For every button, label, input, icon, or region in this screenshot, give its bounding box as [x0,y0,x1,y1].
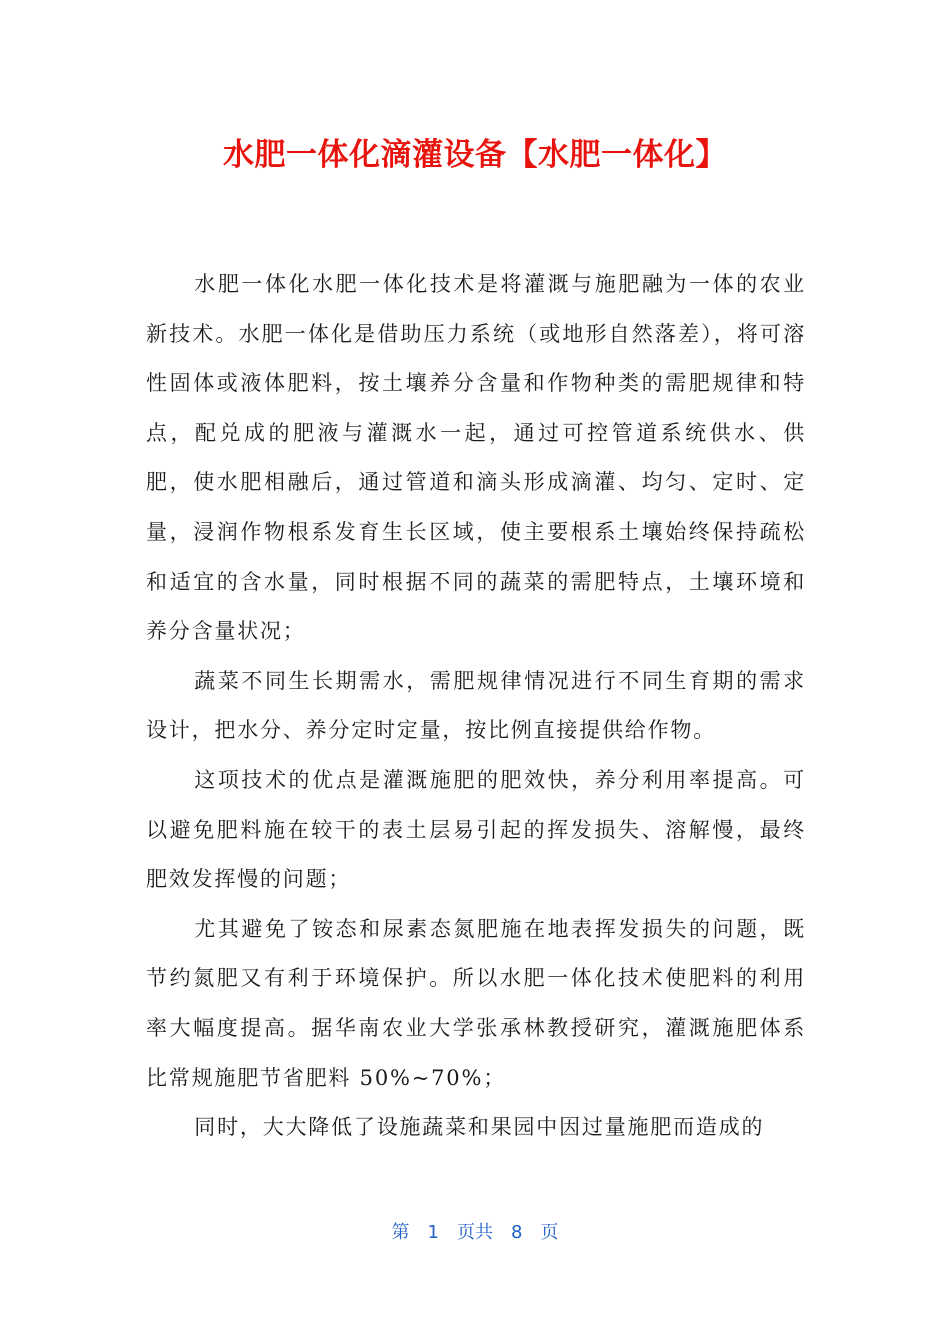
page-label-mid: 页共 [457,1222,493,1243]
page-label-suffix: 页 [540,1222,559,1243]
total-pages-number: 8 [511,1222,523,1243]
current-page-number: 1 [427,1222,439,1243]
page-label-prefix: 第 [391,1222,410,1243]
paragraph-5: 同时，大大降低了设施蔬菜和果园中因过量施肥而造成的 [194,1115,765,1140]
paragraph-4: 尤其避免了铵态和尿素态氮肥施在地表挥发损失的问题，既节约氮肥又有利于环境保护。所以水肥一体化技术使肥料的利用率大幅度提高。据华南农业大学张承林教授研究，灌溉施肥体系比常规施肥节省肥料 50%~70%； [146,916,806,1090]
document-title: 水肥一体化滴灌设备【水肥一体化】 [223,137,727,173]
page-footer [0,1218,950,1248]
paragraph-2: 蔬菜不同生长期需水，需肥规律情况进行不同生育期的需求设计，把水分、养分定时定量，按比例直接提供给作物。 [146,668,806,743]
paragraph-3: 这项技术的优点是灌溉施肥的肥效快，养分利用率提高。可以避免肥料施在较干的表土层易引起的挥发损失、溶解慢，最终肥效发挥慢的问题； [146,767,806,892]
paragraph-1: 水肥一体化水肥一体化技术是将灌溉与施肥融为一体的农业新技术。水肥一体化是借助压力系统（或地形自然落差），将可溶性固体或液体肥料，按土壤养分含量和作物种类的需肥规律和特点，配兑成的肥液与灌溉水一起，通过可控管道系统供水、供肥，使水肥相融后，通过管道和滴头形成滴灌、均匀、定时、定量，浸润作物根系发育生长区域，使主要根系土壤始终保持疏松和适宜的含水量，同时根据不同的蔬菜的需肥特点，土壤环境和养分含量状况； [146,272,806,644]
document-body [146,260,806,1153]
